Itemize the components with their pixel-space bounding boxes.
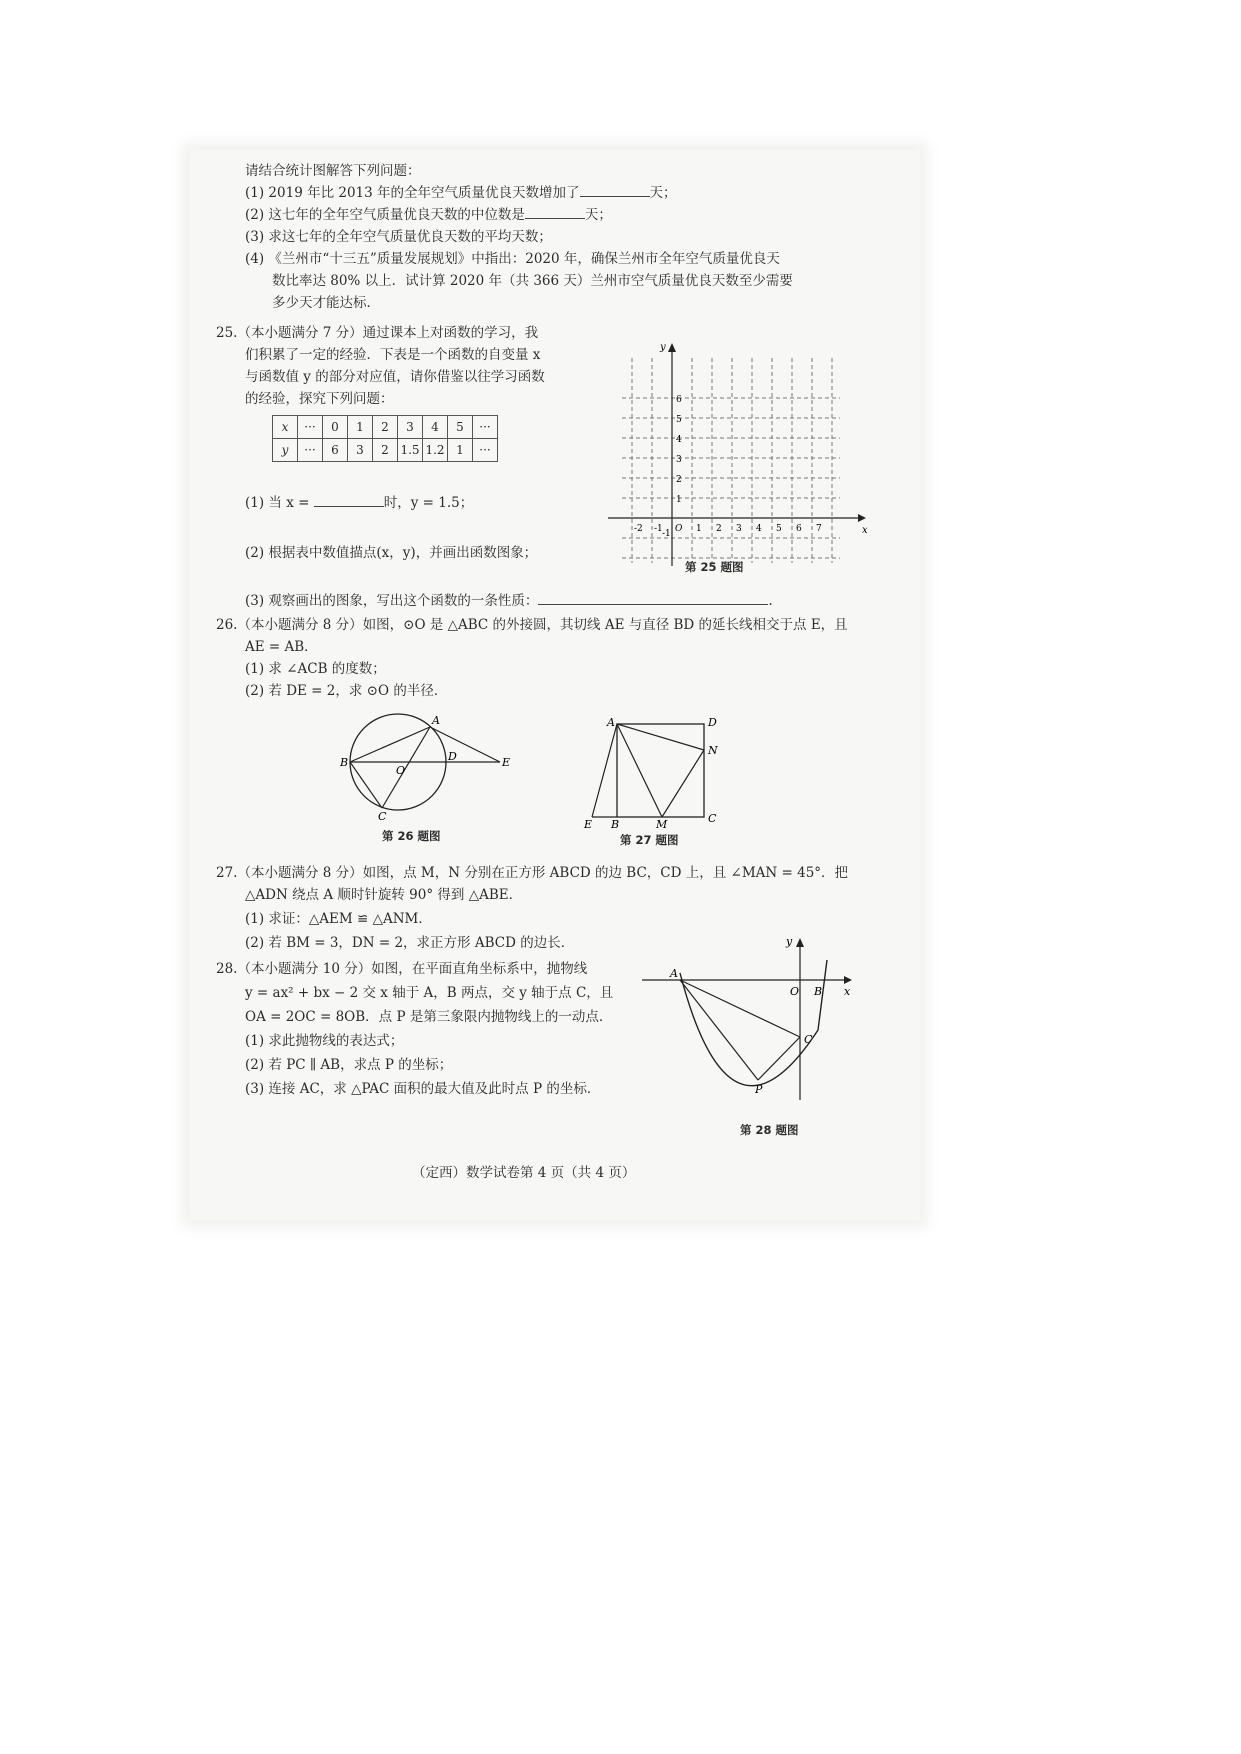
q28-part3: (3) 连接 AC，求 △PAC 面积的最大值及此时点 P 的坐标． [245,1081,601,1097]
figure-caption: 第 26 题图 [382,829,441,843]
q25-part3: (3) 观察画出的图象，写出这个函数的一条性质： . [245,590,773,612]
q24-part4: (4) 《兰州市“十三五”质量发展规划》中指出：2020 年，确保兰州市全年空气质量优良天 [245,251,780,267]
point-label: B [340,756,349,769]
q26-text: 26.（本小题满分 8 分）如图，⊙O 是 △ABC 的外接圆，其切线 AE 与直径 BD 的延长线相交于点 E，且 [216,617,848,633]
point-label: D [448,750,457,763]
point-label: O [396,764,406,777]
tick-label: 1 [696,524,702,534]
q27-part2: (2) 若 BM = 3，DN = 2，求正方形 ABCD 的边长． [245,935,575,951]
q24-part4-line3: 多少天才能达标． [272,295,380,311]
q25-text: 的经验，探究下列问题： [245,391,394,407]
origin-label: O [675,524,683,534]
q28-figure [640,935,855,1105]
tick-label: -1 [654,524,663,534]
point-label: O [790,985,800,998]
q25-text: 们积累了一定的经验．下表是一个函数的自变量 x [245,347,541,363]
table-cell: 1.2 [423,439,448,462]
page-footer: （定西）数学试卷第 4 页（共 4 页） [412,1165,636,1181]
q25-part2: (2) 根据表中数值描点(x，y)，并画出函数图象； [245,545,538,561]
tick-label: 6 [676,395,682,405]
table-cell: ··· [298,416,323,439]
point-label: M [656,818,668,828]
table-header: y [273,439,298,462]
point-label: A [670,967,678,980]
point-label: B [814,985,823,998]
table-cell: 1 [448,439,473,462]
tick-label: 7 [816,524,822,534]
point-label: D [708,716,717,729]
table-cell: ··· [473,439,498,462]
point-label: C [378,810,387,822]
q28-part2: (2) 若 PC ∥ AB，求点 P 的坐标； [245,1057,453,1073]
tick-label: -1 [662,529,671,539]
q24-part2: (2) 这七年的全年空气质量优良天数的中位数是 天； [245,204,612,226]
point-label: A [607,716,615,729]
figure-caption: 第 28 题图 [740,1123,799,1137]
q28-part1: (1) 求此抛物线的表达式； [245,1033,404,1049]
table-cell: 3 [398,416,423,439]
point-label: E [584,818,593,828]
table-cell: 1.5 [398,439,423,462]
answer-blank[interactable] [538,590,768,605]
q28-text: 28.（本小题满分 10 分）如图，在平面直角坐标系中，抛物线 [216,961,588,977]
q27-text: 27.（本小题满分 8 分）如图，点 M，N 分别在正方形 ABCD 的边 BC，CD 上，且 ∠MAN = 45°．把 [216,865,849,881]
q27-part1: (1) 求证：△AEM ≌ △ANM． [245,911,432,927]
y-axis-label: y [786,935,793,948]
x-axis-label: x [862,525,868,536]
answer-blank[interactable] [525,204,585,219]
table-cell: 2 [373,439,398,462]
answer-blank[interactable] [580,182,650,197]
point-label: C [708,812,717,825]
tick-label: -2 [634,524,643,534]
table-cell: 4 [423,416,448,439]
q25-part1: (1) 当 x = 时，y = 1.5； [245,492,473,514]
value-table [272,415,498,462]
q28-text: OA = 2OC = 8OB．点 P 是第三象限内抛物线上的一动点． [245,1009,613,1025]
tick-label: 6 [796,524,802,534]
q25-text: 25.（本小题满分 7 分）通过课本上对函数的学习，我 [216,325,539,341]
tick-label: 4 [676,435,682,445]
table-cell: ··· [298,439,323,462]
intro-text: 请结合统计图解答下列问题： [245,163,421,179]
q26-figure [340,712,515,822]
table-header: x [273,416,298,439]
tick-label: 3 [736,524,742,534]
tick-label: 3 [676,455,682,465]
answer-blank[interactable] [314,492,384,507]
table-cell: 2 [373,416,398,439]
q27-text: △ADN 绕点 A 顺时针旋转 90° 得到 △ABE． [245,887,523,903]
q28-text: y = ax² + bx − 2 交 x 轴于 A，B 两点，交 y 轴于点 C，且 [245,985,614,1001]
q24-part4-line2: 数比率达 80% 以上．试计算 2020 年（共 366 天）兰州市空气质量优良天数至少需要 [272,273,793,289]
point-label: N [708,744,718,757]
q24-part3: (3) 求这七年的全年空气质量优良天数的平均天数； [245,229,552,245]
point-label: E [502,756,511,769]
q26-part1: (1) 求 ∠ACB 的度数； [245,661,386,677]
tick-label: 5 [776,524,782,534]
y-axis-label: y [660,342,666,353]
point-label: A [432,714,440,727]
table-cell: ··· [473,416,498,439]
q26-text: AE = AB． [245,639,318,655]
point-label: B [611,818,620,828]
x-axis-label: x [844,985,851,998]
table-cell: 6 [323,439,348,462]
figure-caption: 第 27 题图 [620,833,679,847]
table-row [273,416,498,439]
q27-figure [580,716,720,828]
table-cell: 5 [448,416,473,439]
table-cell: 0 [323,416,348,439]
table-row [273,439,498,462]
figure-caption: 第 25 题图 [685,560,744,574]
tick-label: 4 [756,524,762,534]
q25-text: 与函数值 y 的部分对应值，请你借鉴以往学习函数 [245,369,545,385]
point-label: P [755,1083,763,1096]
table-cell: 1 [348,416,373,439]
q25-graph [600,338,870,566]
tick-label: 5 [676,415,682,425]
q24-part1: (1) 2019 年比 2013 年的全年空气质量优良天数增加了 天； [245,182,677,204]
tick-label: 1 [676,495,682,505]
q26-part2: (2) 若 DE = 2，求 ⊙O 的半径． [245,683,448,699]
tick-label: 2 [716,524,722,534]
table-cell: 3 [348,439,373,462]
point-label: C [804,1033,813,1046]
tick-label: 2 [676,475,682,485]
